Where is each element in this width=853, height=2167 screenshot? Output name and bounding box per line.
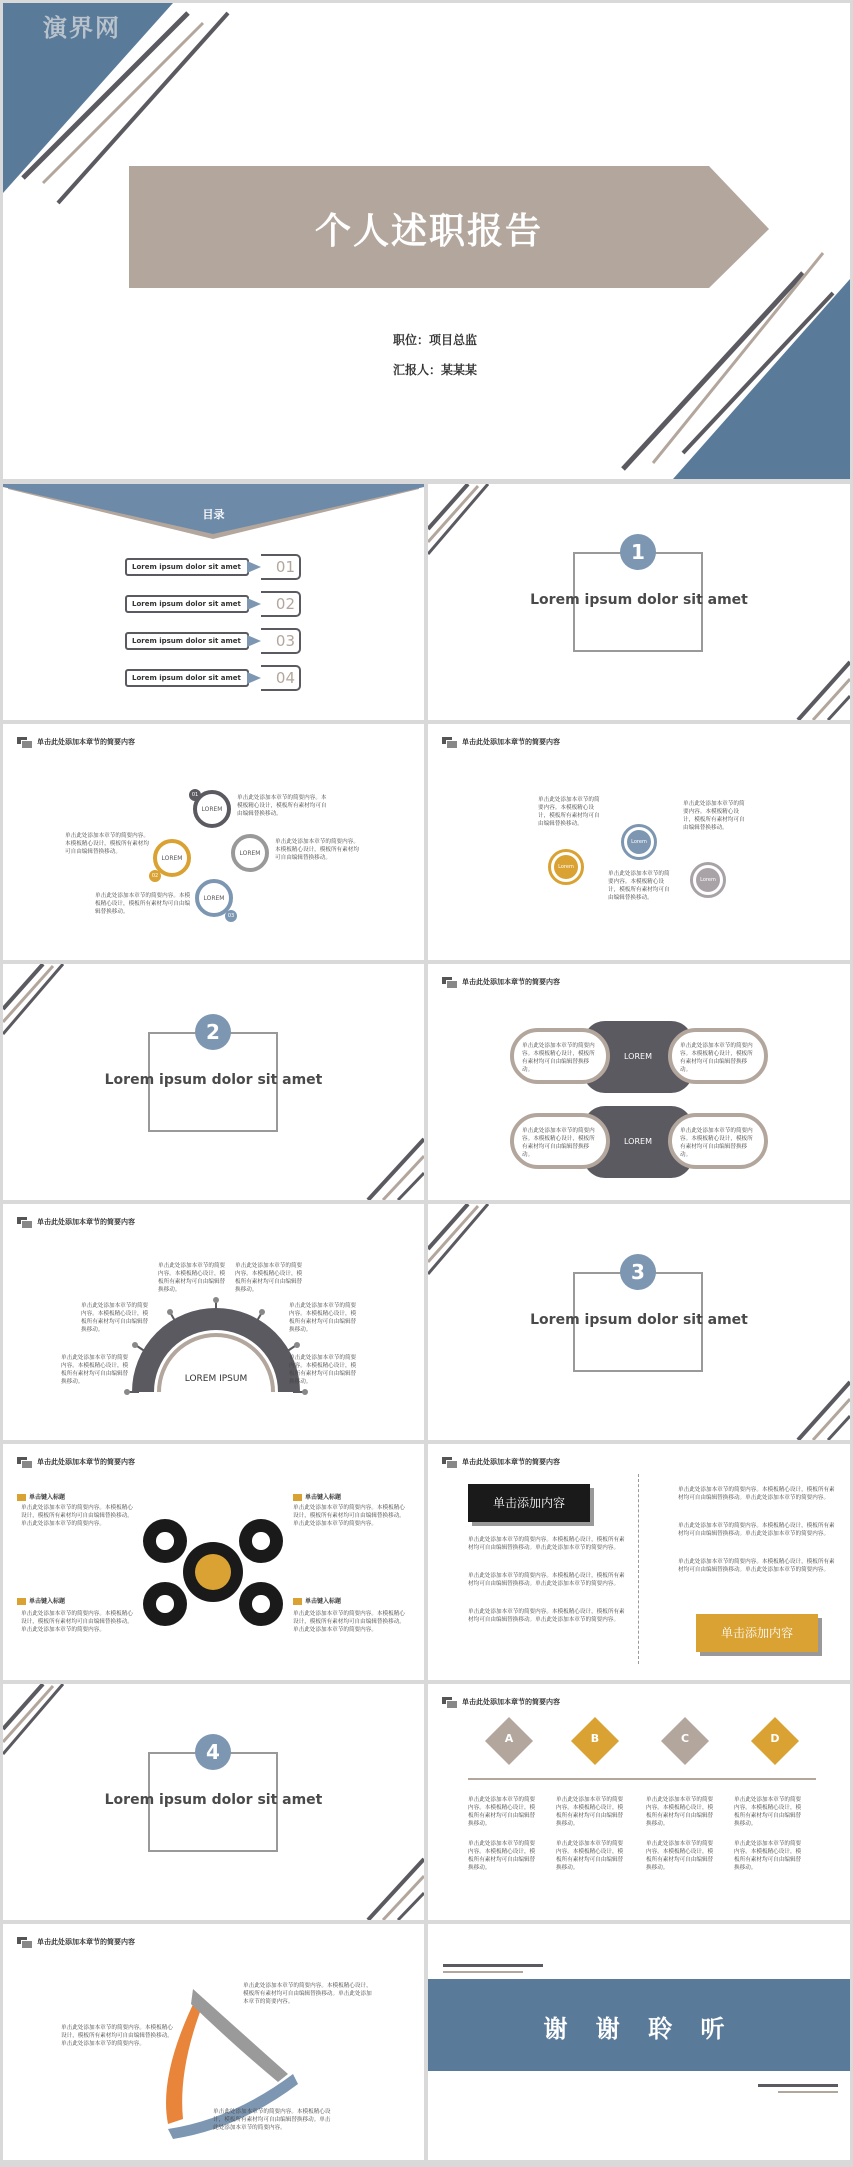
section-title: Lorem ipsum dolor sit amet: [104, 1072, 323, 1088]
slide-header: 单击此处添加本章节的简要内容: [442, 1457, 560, 1467]
section-number: 4: [195, 1734, 231, 1770]
bubble-text: 单击此处添加本章节的简要内容。本模板精心设计，模板所有素材均可自由编辑替换移动。: [683, 801, 745, 831]
slide-triangle: [3, 1924, 424, 2160]
ring-lorem: LOREM: [193, 790, 231, 828]
arc-label: LOREM IPSUM: [184, 1374, 248, 1384]
slide-content-buttons: [428, 1444, 850, 1680]
header-icon: [17, 1457, 31, 1467]
slide-header: 单击此处添加本章节的简要内容: [17, 1217, 135, 1227]
toc-item-num: 02: [261, 591, 301, 617]
slide-section-1: [428, 484, 850, 720]
toc-title: 目录: [202, 508, 225, 521]
bullet-text: 单击此处添加本章节的简要内容。本模板精心设计，模板所有素材均可自由编辑替换移动。单击此处添加本章节的简要内容。: [678, 1487, 835, 1501]
arc-graphic: [3, 1204, 424, 1440]
arc-text: 单击此处添加本章节的简要内容。本模板精心设计，模板所有素材均可自由编辑替换移动。: [235, 1263, 303, 1293]
capsule-center: LOREM: [583, 1021, 693, 1093]
toc-item[interactable]: [125, 628, 305, 656]
bubble: Lorem: [548, 849, 584, 885]
arc-text: 单击此处添加本章节的简要内容。本模板精心设计，模板所有素材均可自由编辑替换移动。: [289, 1303, 357, 1333]
gear-center: [183, 1542, 243, 1602]
toc-item-label: Lorem ipsum dolor sit amet: [125, 669, 249, 687]
section-number: 3: [620, 1254, 656, 1290]
slide-bubbles: [428, 724, 850, 960]
slide-section-3: [428, 1204, 850, 1440]
cover-title: 个人述职报告: [314, 211, 543, 252]
bullet-text: 单击此处添加本章节的简要内容。本模板精心设计，模板所有素材均可自由编辑替换移动。单击此处添加本章节的简要内容。: [678, 1523, 835, 1537]
slide-toc: [3, 484, 424, 720]
diamond-letter: C: [680, 1732, 690, 1745]
bullet-text: 单击此处添加本章节的简要内容。本模板精心设计，模板所有素材均可自由编辑替换移动。单击此处添加本章节的简要内容。: [678, 1559, 835, 1573]
gear-text: 单击此处添加本章节的简要内容。本模板精心设计，模板所有素材均可自由编辑替换移动。单击此处添加本章节的简要内容。: [21, 1611, 133, 1633]
ring-num: 02: [149, 870, 161, 882]
toc-item-num: 03: [261, 628, 301, 654]
thanks-text: 谢 谢 聆 听: [543, 2015, 735, 2043]
ring-text: 单击此处添加本章节的简要内容。本模板精心设计，模板所有素材均可自由编辑替换移动。: [275, 839, 359, 861]
gear-icon: [239, 1519, 283, 1563]
header-icon: [17, 737, 31, 747]
capsule-text: 单击此处添加本章节的简要内容。本模板精心设计，模板所有素材均可自由编辑替换移动。: [510, 1113, 610, 1169]
header-icon: [442, 737, 456, 747]
ring-lorem: LOREM: [153, 839, 191, 877]
diamond-text: 单击此处添加本章节的简要内容。本模板精心设计，模板所有素材均可自由编辑替换移动。: [646, 1797, 714, 1827]
cover-reporter: 汇报人：某某某: [393, 363, 478, 377]
slide-section-4: [3, 1684, 424, 1920]
gear-label: 单击键入标题: [293, 1492, 341, 1501]
capsule-text: 单击此处添加本章节的简要内容。本模板精心设计，模板所有素材均可自由编辑替换移动。: [510, 1028, 610, 1084]
diamond-text: 单击此处添加本章节的简要内容。本模板精心设计，模板所有素材均可自由编辑替换移动。: [468, 1797, 536, 1827]
slide-header: 单击此处添加本章节的简要内容: [442, 737, 560, 747]
capsule-text: 单击此处添加本章节的简要内容。本模板精心设计，模板所有素材均可自由编辑替换移动。: [668, 1113, 768, 1169]
diamond-text: 单击此处添加本章节的简要内容。本模板精心设计，模板所有素材均可自由编辑替换移动。: [468, 1841, 536, 1871]
capsule-text: 单击此处添加本章节的简要内容。本模板精心设计，模板所有素材均可自由编辑替换移动。: [668, 1028, 768, 1084]
bubble-text: 单击此处添加本章节的简要内容。本模板精心设计，模板所有素材均可自由编辑替换移动。: [608, 871, 670, 901]
gear-label: 单击键入标题: [293, 1596, 341, 1605]
toc-item[interactable]: [125, 665, 305, 693]
bullet-text: 单击此处添加本章节的简要内容。本模板精心设计，模板所有素材均可自由编辑替换移动。单击此处添加本章节的简要内容。: [468, 1573, 625, 1587]
bullet-text: 单击此处添加本章节的简要内容。本模板精心设计，模板所有素材均可自由编辑替换移动。单击此处添加本章节的简要内容。: [468, 1609, 625, 1623]
slide-capsules: [428, 964, 850, 1200]
gear-text: 单击此处添加本章节的简要内容。本模板精心设计，模板所有素材均可自由编辑替换移动。单击此处添加本章节的简要内容。: [293, 1505, 405, 1527]
slide-cover: [3, 3, 850, 479]
slide-header: 单击此处添加本章节的简要内容: [442, 977, 560, 987]
gear-label: 单击键入标题: [17, 1492, 65, 1501]
slide-thanks: [428, 1924, 850, 2160]
diamond-text: 单击此处添加本章节的简要内容。本模板精心设计，模板所有素材均可自由编辑替换移动。: [734, 1841, 802, 1871]
arc-text: 单击此处添加本章节的简要内容。本模板精心设计，模板所有素材均可自由编辑替换移动。: [81, 1303, 149, 1333]
toc-item[interactable]: [125, 554, 305, 582]
slide-gears: [3, 1444, 424, 1680]
slide-arc-diagram: [3, 1204, 424, 1440]
section-number: 1: [620, 534, 656, 570]
add-content-button[interactable]: 单击添加内容: [468, 1484, 590, 1522]
ring-text: 单击此处添加本章节的简要内容。本模板精心设计，模板所有素材均可自由编辑替换移动。: [95, 893, 191, 915]
ring-text: 单击此处添加本章节的简要内容。本模板精心设计，模板所有素材均可自由编辑替换移动。: [65, 833, 149, 855]
slide-header: 单击此处添加本章节的简要内容: [17, 1937, 135, 1947]
gear-icon: [239, 1582, 283, 1626]
logo: 演界网: [43, 14, 121, 42]
section-title: Lorem ipsum dolor sit amet: [530, 1312, 748, 1328]
triangle-text: 单击此处添加本章节的简要内容。本模板精心设计，模板所有素材均可自由编辑替换移动。单击此处添加本章节的简要内容。: [213, 2109, 331, 2131]
arc-text: 单击此处添加本章节的简要内容。本模板精心设计，模板所有素材均可自由编辑替换移动。: [289, 1355, 357, 1385]
toc-item-label: Lorem ipsum dolor sit amet: [125, 558, 249, 576]
capsule-center: LOREM: [583, 1106, 693, 1178]
slide-section-2: [3, 964, 424, 1200]
gear-icon: [143, 1582, 187, 1626]
section-number: 2: [195, 1014, 231, 1050]
toc-item-label: Lorem ipsum dolor sit amet: [125, 632, 249, 650]
diamond-letter: B: [590, 1732, 600, 1745]
slide-ring-diagram: [3, 724, 424, 960]
ring-lorem: LOREM: [195, 879, 233, 917]
slide-header: 单击此处添加本章节的简要内容: [442, 1697, 560, 1707]
bubble-text: 单击此处添加本章节的简要内容。本模板精心设计，模板所有素材均可自由编辑替换移动。: [538, 797, 600, 827]
slide-header: 单击此处添加本章节的简要内容: [17, 737, 135, 747]
toc-item-num: 04: [261, 665, 301, 691]
bullet-text: 单击此处添加本章节的简要内容。本模板精心设计，模板所有素材均可自由编辑替换移动。单击此处添加本章节的简要内容。: [468, 1537, 625, 1551]
ring-num: 03: [225, 910, 237, 922]
gear-label: 单击键入标题: [17, 1596, 65, 1605]
arc-text: 单击此处添加本章节的简要内容。本模板精心设计，模板所有素材均可自由编辑替换移动。: [61, 1355, 129, 1385]
toc-item[interactable]: [125, 591, 305, 619]
slide-diamonds: [428, 1684, 850, 1920]
add-content-button[interactable]: 单击添加内容: [696, 1614, 818, 1652]
triangle-text: 单击此处添加本章节的简要内容。本模板精心设计，模板所有素材均可自由编辑替换移动。单击此处添加本章节的简要内容。: [243, 1983, 372, 2005]
section-title: Lorem ipsum dolor sit amet: [530, 592, 748, 608]
diamond-text: 单击此处添加本章节的简要内容。本模板精心设计，模板所有素材均可自由编辑替换移动。: [734, 1797, 802, 1827]
ring-text: 单击此处添加本章节的简要内容。本模板精心设计，模板所有素材均可自由编辑替换移动。: [237, 795, 327, 817]
gear-text: 单击此处添加本章节的简要内容。本模板精心设计，模板所有素材均可自由编辑替换移动。单击此处添加本章节的简要内容。: [293, 1611, 405, 1633]
header-icon: [442, 1457, 456, 1467]
toc-item-label: Lorem ipsum dolor sit amet: [125, 595, 249, 613]
cover-position: 职位：项目总监: [393, 333, 478, 347]
bubble: Lorem: [621, 824, 657, 860]
section-title: Lorem ipsum dolor sit amet: [104, 1792, 323, 1808]
header-icon: [442, 977, 456, 987]
diamond-text: 单击此处添加本章节的简要内容。本模板精心设计，模板所有素材均可自由编辑替换移动。: [556, 1841, 624, 1871]
diamond-letter: A: [504, 1732, 514, 1745]
ring-lorem: LOREM: [231, 834, 269, 872]
gear-icon: [143, 1519, 187, 1563]
gear-text: 单击此处添加本章节的简要内容。本模板精心设计，模板所有素材均可自由编辑替换移动。单击此处添加本章节的简要内容。: [21, 1505, 133, 1527]
diamond-letter: D: [770, 1732, 780, 1745]
ring-num: 01: [189, 789, 201, 801]
arc-text: 单击此处添加本章节的简要内容。本模板精心设计，模板所有素材均可自由编辑替换移动。: [158, 1263, 226, 1293]
diamond-text: 单击此处添加本章节的简要内容。本模板精心设计，模板所有素材均可自由编辑替换移动。: [646, 1841, 714, 1871]
header-icon: [442, 1697, 456, 1707]
triangle-text: 单击此处添加本章节的简要内容。本模板精心设计，模板所有素材均可自由编辑替换移动。单击此处添加本章节的简要内容。: [61, 2025, 173, 2047]
toc-item-num: 01: [261, 554, 301, 580]
bubble: Lorem: [690, 862, 726, 898]
diamond-text: 单击此处添加本章节的简要内容。本模板精心设计，模板所有素材均可自由编辑替换移动。: [556, 1797, 624, 1827]
slide-header: 单击此处添加本章节的简要内容: [17, 1457, 135, 1467]
